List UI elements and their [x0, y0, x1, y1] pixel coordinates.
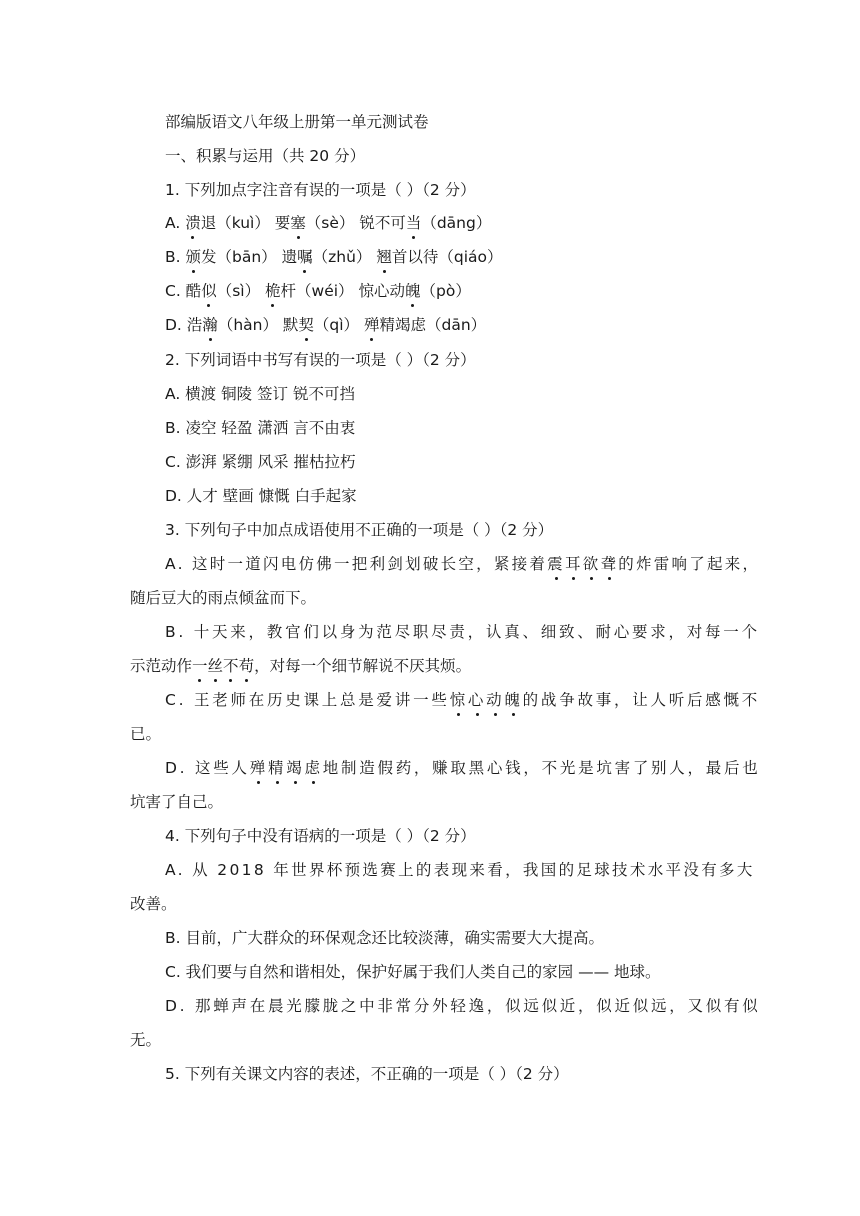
text-segment: 4. 下列句子中没有语病的一项是（ ）（2 分） [165, 827, 476, 845]
text-segment: D. 这些人 [165, 759, 250, 777]
text-line [130, 724, 161, 744]
text-segment: D. 浩 [165, 316, 203, 334]
text-line [165, 247, 503, 267]
dotted-char: 苟 [238, 657, 255, 675]
text-segment: B. [165, 248, 186, 266]
text-line [165, 996, 760, 1016]
exam-title: 部编版语文八年级上册第一单元测试卷 [165, 113, 429, 131]
text-segment: A. 从 2018 年世界杯预选赛上的表现来看，我国的足球技术水平没有多大 [165, 861, 755, 879]
section-heading: 一、积累与运用（共 20 分） [165, 147, 366, 165]
dotted-char: 竭 [286, 759, 305, 777]
text-line [165, 281, 471, 301]
text-line [165, 962, 661, 982]
text-line [165, 520, 553, 540]
text-segment: 改善。 [130, 895, 177, 913]
dotted-char: 震 [547, 555, 565, 573]
text-line [165, 452, 355, 472]
dotted-char: 当 [405, 214, 422, 232]
dotted-char: 嘱 [297, 248, 313, 266]
text-segment: B. 凌空 轻盈 潇洒 言不由衷 [165, 419, 356, 437]
text-segment: 示范动作 [130, 657, 193, 675]
text-segment: 的炸雷响了起来， [618, 555, 761, 573]
text-segment: 5. 下列有关课文内容的表述，不正确的一项是（ ）（2 分） [165, 1065, 569, 1083]
text-segment: 随后豆大的雨点倾盆而下。 [130, 589, 317, 607]
dotted-char: 惊 [449, 691, 468, 709]
text-segment: 无。 [130, 1031, 162, 1049]
text-segment: 已。 [130, 725, 162, 743]
dotted-char: 不 [223, 657, 239, 675]
dotted-char: 契 [298, 316, 314, 334]
text-line [165, 690, 760, 710]
dotted-char: 塞 [290, 214, 306, 232]
text-segment: A. 这时一道闪电仿佛一把利剑划破长空，紧接着 [165, 555, 548, 573]
text-line [165, 622, 760, 642]
text-segment: 退（kuì） 要 [200, 214, 291, 232]
text-line [130, 588, 316, 608]
text-line [165, 860, 755, 880]
text-segment: （qì） [313, 316, 364, 334]
text-line [165, 928, 604, 948]
dotted-char: 似 [201, 282, 217, 300]
dotted-char: 丝 [207, 657, 224, 675]
dotted-char: 瀚 [202, 316, 218, 334]
text-line [165, 315, 486, 335]
text-segment: D. 那蝉声在晨光朦胧之中非常分外轻逸，似远似近，似近似远，又似有似 [165, 997, 761, 1015]
text-segment: （sè） 锐不可 [305, 214, 406, 232]
text-line [165, 758, 761, 778]
text-line [130, 792, 223, 812]
text-line [165, 350, 476, 370]
dotted-char: 魄 [404, 282, 421, 300]
text-segment: 精竭虑（dān） [379, 316, 487, 334]
text-segment: A. 横渡 铜陵 签订 锐不可挡 [165, 385, 355, 403]
text-segment: B. 十天来，教官们以身为范尽职尽责，认真、细致、耐心要求，对每一个 [165, 623, 760, 641]
text-segment: 首以待（qiáo） [391, 248, 503, 266]
dotted-char: 精 [267, 759, 287, 777]
dotted-char: 耳 [564, 555, 583, 573]
text-segment: C. 酷 [165, 282, 202, 300]
text-line [130, 1030, 161, 1050]
text-segment: 2. 下列词语中书写有误的一项是（ ）（2 分） [165, 351, 476, 369]
text-segment: 杆（wéi） 惊心动 [280, 282, 405, 300]
text-line [165, 213, 491, 233]
text-segment: C. 澎湃 紧绷 风采 摧枯拉朽 [165, 453, 356, 471]
dotted-char: 动 [486, 691, 505, 709]
text-segment: （zhǔ） [312, 248, 377, 266]
text-segment: 发（bān） 遗 [201, 248, 298, 266]
dotted-char: 颁 [185, 248, 202, 266]
text-segment: （dāng） [421, 214, 492, 232]
dotted-char: 桅 [265, 282, 281, 300]
text-segment: （hàn） 默 [217, 316, 299, 334]
text-line [165, 554, 760, 574]
text-segment: B. 目前，广大群众的环保观念还比较淡薄，确实需要大大提高。 [165, 929, 604, 947]
text-segment: （sì） [216, 282, 266, 300]
dotted-char: 心 [467, 691, 487, 709]
text-segment: ，对每一个细节解说不厌其烦。 [254, 657, 472, 675]
text-segment: 坑害了自己。 [130, 793, 224, 811]
text-line [165, 486, 357, 506]
dotted-char: 溃 [185, 214, 201, 232]
text-line [165, 1064, 569, 1084]
dotted-char: 虑 [304, 759, 323, 777]
text-line [165, 418, 355, 438]
text-segment: 3. 下列句子中加点成语使用不正确的一项是（ ）（2 分） [165, 521, 554, 539]
text-segment: （pò） [420, 282, 471, 300]
text-segment: 地制造假药，赚取黑心钱，不光是坑害了别人，最后也 [322, 759, 761, 777]
dotted-char: 翘 [376, 248, 392, 266]
text-line [130, 656, 471, 676]
dotted-char: 殚 [249, 759, 268, 777]
dotted-char: 一 [192, 657, 208, 675]
text-line [165, 384, 355, 404]
text-line [130, 894, 177, 914]
text-line [165, 826, 476, 846]
text-segment: A. [165, 214, 186, 232]
dotted-char: 魄 [504, 691, 523, 709]
text-segment: 的战争故事，让人听后感慨不 [522, 691, 761, 709]
text-segment: C. 我们要与自然和谐相处，保护好属于我们人类自己的家园 —— 地球。 [165, 963, 661, 981]
text-segment: C. 王老师在历史课上总是爱讲一些 [165, 691, 450, 709]
text-line [165, 180, 476, 200]
text-segment: 1. 下列加点字注音有误的一项是（ ）（2 分） [165, 181, 476, 199]
text-segment: D. 人才 壁画 慷慨 白手起家 [165, 487, 357, 505]
dotted-char: 聋 [600, 555, 619, 573]
dotted-char: 殚 [363, 316, 380, 334]
dotted-char: 欲 [582, 555, 601, 573]
